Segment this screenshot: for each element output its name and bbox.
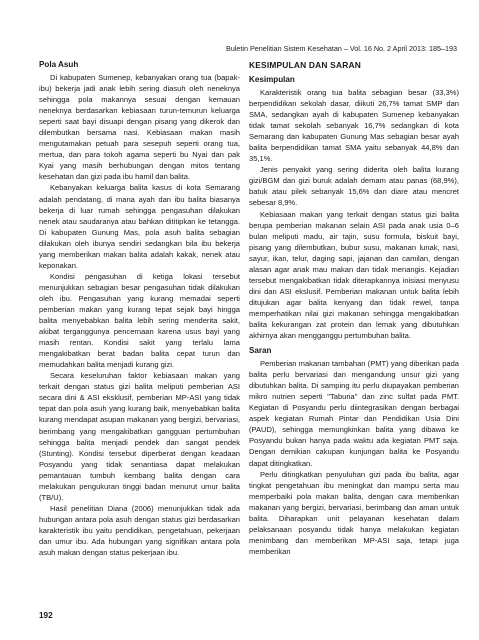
paragraph: Di kabupaten Sumenep, kebanyakan orang tua (bapak-ibu) bekerja jadi anak lebih sering diasuh oleh neneknya sehingga pola makannya sesuai dengan kemauan neneknya berdasarkan kebiasaan turun-temurun keluarga seperti saat bayi disuapi dengan pisang yang dikerok dan dilembutkan bersama nasi. Kebiasaan makan masih mengutamakan petuah para sesepuh seperti orang tua, mertua, dan para tokoh agama seperti bu Nyai dan pak Kyai yang masih berhubungan dengan mitos tentang kesehatan dan gizi pada ibu hamil dan balita. [39,73,240,182]
paragraph: Secara keseluruhan faktor kebiasaan makan yang terkait dengan status gizi balita meliputi pemberian ASI secara dini & ASI eksklusif, pemberian MP-ASI yang tidak tepat dan pola asuh yang kurang baik, menyebabkan balita kurang mendapat asupan makanan yang bergizi, bervariasi, berimbang yang mengakibatkan gangguan pertumbuhan sehingga balita menjadi pendek dan sangat pendek (Stunting). Kondisi tersebut diperberat dengan keadaan Posyandu yang tidak senantiasa dapat melakukan pemantauan tumbuh kembang balita dengan cara melakukan pengukuran tinggi badan menurut umur balita (TB/U). [39,371,240,502]
paragraph: Kebanyakan keluarga balita kasus di kota Semarang adalah pendatang, di mana ayah dan ibu balita biasanya bekerja di luar rumah sehingga pengasuhan dilakukan nenek atau saudaranya atau bahkan dititipkan ke tetangga. Di kabupaten Gunung Mas, pola asuh balita sebagian dilakukan oleh ibunya sendiri sedangkan bila ibu bekerja yang memberikan makan balita adalah kakak, nenek atau keponakan. [39,183,240,270]
running-header: Buletin Penelitian Sistem Kesehatan – Vol. 16 No. 2 April 2013: 185–193 [226,44,457,53]
paragraph: Pemberian makanan tambahan (PMT) yang diberikan pada balita perlu bervariasi dan mengandung unsur gizi yang dibutuhkan balita. Di samping itu perlu diupayakan pemberian mikro nutrien seperti "Taburia" dan zinc sulfat pada PMT. Kegiatan di Posyandu perlu diintegrasikan dengan berbagai aspek kegiatan Rumah Pintar dan Pendidikan Usia Dini (PAUD), sehingga memungkinkan balita yang dibawa ke Posyandu bukan hanya pada waktu ada kegiatan PMT saja. Dengan demikian cakupan kunjungan balita ke Posyandu dapat ditingkatkan. [249,359,459,468]
paragraph: Jenis penyakit yang sering diderita oleh balita kurang gizi/BGM dan gizi buruk adalah demam atau panas (68,9%), batuk atau pilek sebanyak 15,6% dan diare atau mencret sebesar 8,9%. [249,165,459,208]
paragraph: Karakteristik orang tua balita sebagian besar (33,3%) berpendidikan sekolah dasar, diikuti 26,7% tamat SMP dan SMA, sedangkan ayah di kabupaten Sumenep kebanyakan tidak tamat sekolah sebanyak 16,7% sedangkan di kota Semarang dan kabupaten Gunung Mas sebagian besar ayah balita berpendidikan tamat SMA yaitu sebanyak 44,8% dan 35,1%. [249,88,459,164]
subsection-heading-kesimpulan: Kesimpulan [249,75,295,84]
section-heading-pola-asuh: Pola Asuh [39,60,79,69]
page-number: 192 [39,611,53,620]
paragraph: Kondisi pengasuhan di ketiga lokasi tersebut menunjukkan sebagian besar pengasuhan tidak dilakukan oleh ibu. Pengasuhan yang kurang memadai seperti pemberian makan yang kurang tepat sejak bayi hingga balita menyebabkan balita lebih sering menderita sakit, akibat terganggunya pencernaan karena usus bayi yang masih rentan. Kondisi sakit yang terlalu lama mengakibatkan berat badan balita cepat turun dan memudahkan balita menjadi kurang gizi. [39,271,240,370]
subsection-heading-saran: Saran [249,346,272,356]
paragraph: Hasil penelitian Diana (2006) menunjukkan tidak ada hubungan antara pola asuh dengan status gizi berdasarkan karakteristik ibu yaitu pendidikan, pengetahuan, pekerjaan dan umur ibu. Ada hubungan yang signifikan antara pola asuh makan dengan status pekerjaan ibu. [39,503,240,558]
paragraph: Perlu ditingkatkan penyuluhan gizi pada ibu balita, agar tingkat pengetahuan ibu meningkat dan mampu serta mau memperbaiki pola makan balita, dengan cara memberikan makanan yang bergizi, bervariasi, berimbang dan aman untuk balita. Diharapkan unit pelayanan kesehatan dalam pelaksanaan posyandu tidak hanya melakukan kegiatan menimbang dan memberikan MP-ASI saja, tetapi juga memberikan [249,469,459,556]
paragraph: Kebiasaan makan yang terkait dengan status gizi balita berupa pemberian makanan selain ASI pada anak usia 0–6 bulan meliputi madu, air tajin, susu formula, biskuit bayi, pisang yang dilembutkan, bubur susu, makanan lunak, nasi, sayur, ikan, telur, daging sapi, jajanan dan camilan, dengan alasan agar anak mau makan dan tidak menangis. Kejadian tersebut mengakibatkan tidak diterapkannya inisiasi menyusu dini dan ASI ekslusif. Pemberian makanan untuk balita lebih ditujukan agar balita kenyang dan tidak rewel, tanpa memperhatikan nilai gizi makanan sehingga mengakibatkan balita kekurangan zat protein dan lemak yang dibutuhkan akhirnya akan mengganggu pertumbuhan balita. [249,209,459,341]
left-column [39,60,240,558]
right-column [249,60,459,557]
section-heading-kesimpulan-dan-saran: KESIMPULAN DAN SARAN [249,60,361,70]
